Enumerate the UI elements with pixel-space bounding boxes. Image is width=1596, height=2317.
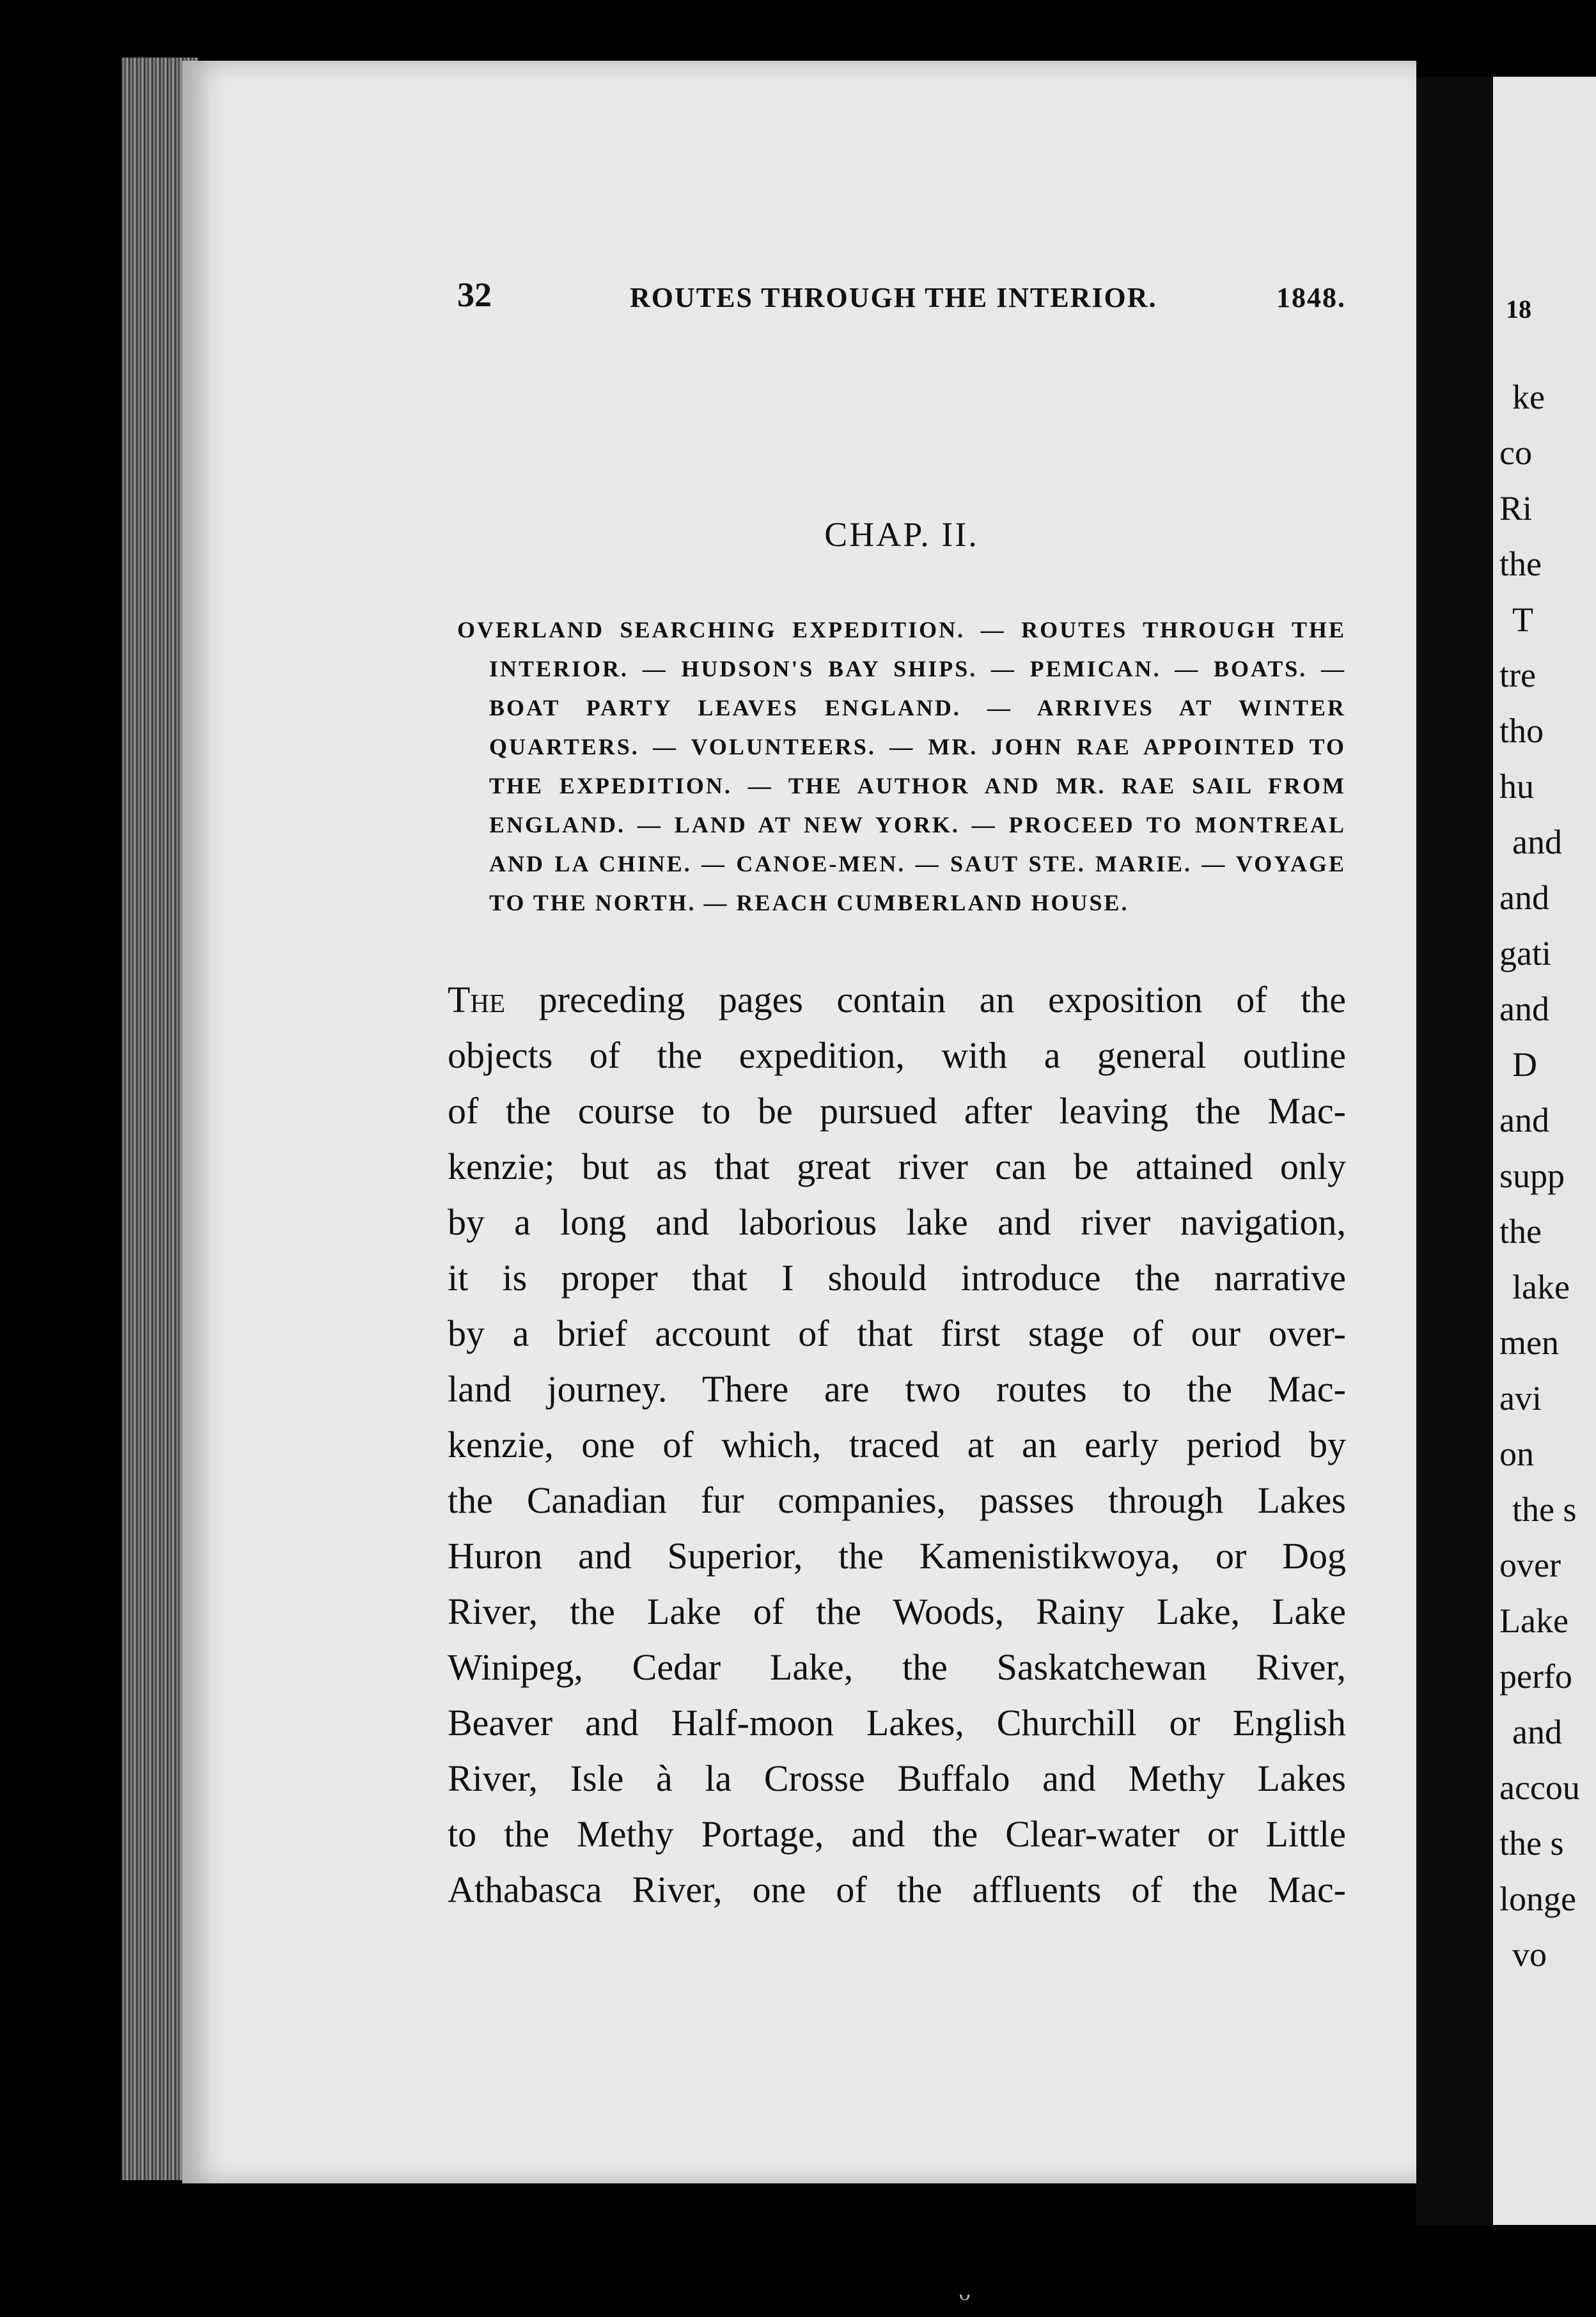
facing-page-line: Ri (1499, 489, 1533, 527)
facing-page-line: Lake (1499, 1602, 1569, 1640)
facing-page-line: co (1499, 433, 1532, 472)
facing-page (1493, 77, 1596, 2225)
chapter-title: CHAP. II. (824, 515, 979, 554)
body-line: it is proper that I should introduce the narrative (448, 1257, 1346, 1299)
facing-page-line: tho (1499, 712, 1544, 750)
facing-page-line: vo (1512, 1935, 1547, 1974)
book-gutter (1416, 77, 1493, 2225)
scan-mark: ᵕ (959, 2277, 971, 2317)
summary-line: BOAT PARTY LEAVES ENGLAND. — ARRIVES AT WINTER (489, 695, 1346, 721)
facing-page-header: 18 (1506, 295, 1531, 324)
facing-page-line: over (1499, 1546, 1561, 1584)
facing-page-line: and (1499, 878, 1549, 917)
facing-page-line: hu (1499, 767, 1534, 806)
facing-page-line: tre (1499, 656, 1536, 694)
running-title: ROUTES THROUGH THE INTERIOR. (630, 282, 1157, 313)
summary-line: QUARTERS. — VOLUNTEERS. — MR. JOHN RAE APPOINTED TO (489, 734, 1346, 760)
facing-page-line: and (1512, 1713, 1562, 1751)
body-line: land journey. There are two routes to the Mac- (448, 1368, 1346, 1410)
body-paragraph (448, 972, 1346, 1917)
body-line: Beaver and Half-moon Lakes, Churchill or English (448, 1702, 1346, 1744)
facing-page-line: the s (1499, 1824, 1564, 1862)
body-line: The preceding pages contain an exposition of the (448, 979, 1346, 1020)
chapter-summary (457, 611, 1346, 923)
body-line: Winipeg, Cedar Lake, the Saskatchewan River, (448, 1646, 1346, 1688)
summary-line: TO THE NORTH. — REACH CUMBERLAND HOUSE. (489, 890, 1129, 916)
summary-line: AND LA CHINE. — CANOE-MEN. — SAUT STE. MARIE. — VOYAGE (489, 851, 1346, 877)
body-line: River, Isle à la Crosse Buffalo and Methy Lakes (448, 1758, 1346, 1799)
facing-page-line: on (1499, 1435, 1534, 1473)
page-number: 32 (457, 276, 492, 314)
body-line: River, the Lake of the Woods, Rainy Lake, Lake (448, 1591, 1346, 1632)
facing-page-line: gati (1499, 934, 1551, 972)
body-line: kenzie, one of which, traced at an early period by (448, 1424, 1346, 1465)
facing-page-line: and (1512, 823, 1562, 861)
facing-page-line: the (1499, 545, 1542, 583)
body-line: Athabasca River, one of the affluents of the Mac- (448, 1869, 1346, 1910)
body-line: Huron and Superior, the Kamenistikwoya, or Dog (448, 1535, 1346, 1577)
facing-page-line: and (1499, 990, 1549, 1028)
facing-page-line: D (1512, 1045, 1537, 1084)
summary-line: INTERIOR. — HUDSON'S BAY SHIPS. — PEMICAN. — BOATS. — (489, 656, 1346, 682)
header-year: 1848. (1276, 282, 1346, 313)
facing-page-line: longe (1499, 1880, 1576, 1918)
facing-page-line: ke (1512, 378, 1545, 416)
facing-page-line: accou (1499, 1768, 1580, 1807)
facing-page-line: the s (1512, 1490, 1577, 1529)
facing-page-line: and (1499, 1101, 1549, 1139)
facing-page-line: the (1499, 1212, 1542, 1251)
body-line: by a brief account of that first stage of our over- (448, 1313, 1346, 1354)
summary-line: THE EXPEDITION. — THE AUTHOR AND MR. RAE SAIL FROM (489, 773, 1346, 799)
summary-line: ENGLAND. — LAND AT NEW YORK. — PROCEED TO MONTREAL (489, 812, 1346, 838)
body-line: to the Methy Portage, and the Clear-water or Little (448, 1813, 1346, 1855)
running-header (457, 275, 1346, 326)
body-line: by a long and laborious lake and river navigation, (448, 1201, 1346, 1243)
summary-line: OVERLAND SEARCHING EXPEDITION. — ROUTES THROUGH THE (457, 617, 1346, 643)
facing-page-line: supp (1499, 1157, 1565, 1195)
facing-page-line: perfo (1499, 1657, 1572, 1696)
lead-word: The (448, 979, 506, 1020)
body-line: the Canadian fur companies, passes through Lakes (448, 1479, 1346, 1521)
body-line: of the course to be pursued after leaving the Mac- (448, 1090, 1346, 1132)
facing-page-line: avi (1499, 1379, 1542, 1417)
facing-page-line: lake (1512, 1268, 1570, 1306)
facing-page-line: T (1512, 600, 1533, 639)
facing-page-line: men (1499, 1323, 1559, 1362)
body-line: kenzie; but as that great river can be attained only (448, 1146, 1346, 1187)
body-line: objects of the expedition, with a general outline (448, 1034, 1346, 1076)
